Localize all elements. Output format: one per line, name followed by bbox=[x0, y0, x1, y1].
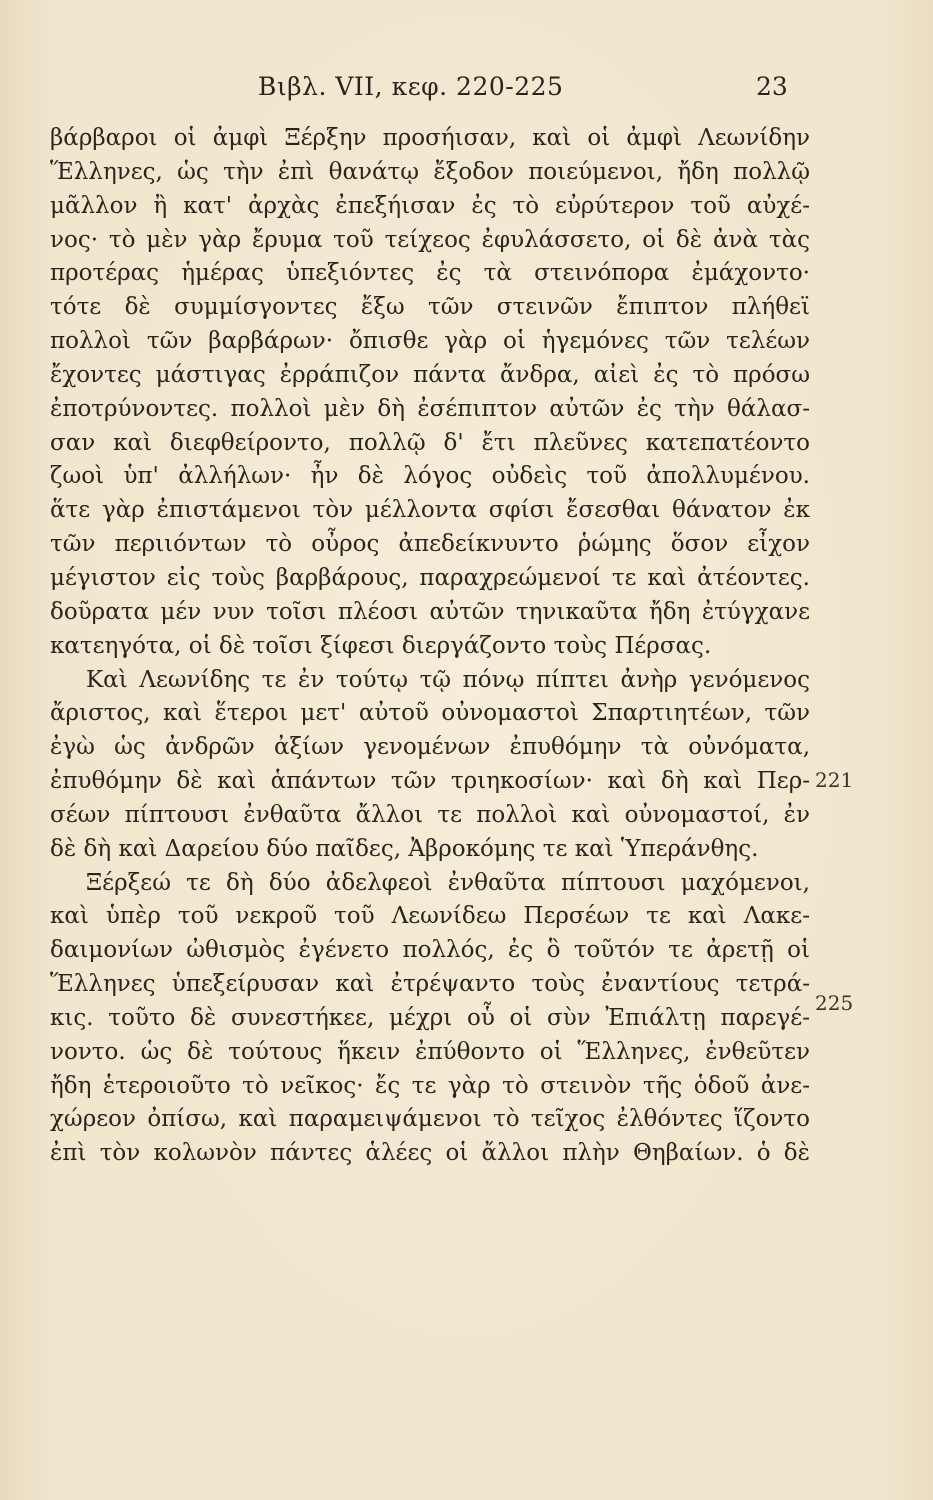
text-line: τῶν περιιόντων τὸ οὖρος ἀπεδείκνυντο ῥώμης ὅσον εἶχον bbox=[50, 531, 810, 558]
page-number: 23 bbox=[756, 72, 788, 101]
text-line: σαν καὶ διεφθείροντο, πολλῷ δ' ἔτι πλεῦνες κατεπατέοντο bbox=[50, 429, 810, 456]
text-line: ἅτε γὰρ ἐπιστάμενοι τὸν μέλλοντα σφίσι ἔσεσθαι θάνατον ἐκ bbox=[50, 497, 810, 524]
text-line: ἐποτρύνοντες. πολλοὶ μὲν δὴ ἐσέπιπτον αὐτῶν ἐς τὴν θάλασ- bbox=[50, 395, 810, 422]
text-line-paragraph-start: Καὶ Λεωνίδης τε ἐν τούτῳ τῷ πόνῳ πίπτει ἀνὴρ γενόμενος bbox=[86, 666, 810, 693]
text-line: ἐπυθόμην δὲ καὶ ἁπάντων τῶν τριηκοσίων· καὶ δὴ καὶ Περ- bbox=[50, 768, 810, 795]
text-line: ἤδη ἑτεροιοῦτο τὸ νεῖκος· ἔς τε γὰρ τὸ στεινὸν τῆς ὁδοῦ ἀνε- bbox=[50, 1072, 810, 1099]
text-line: ἐγὼ ὡς ἀνδρῶν ἀξίων γενομένων ἐπυθόμην τὰ οὐνόματα, bbox=[50, 734, 810, 761]
body-text bbox=[50, 122, 810, 1171]
text-line: νοντο. ὡς δὲ τούτους ἥκειν ἐπύθοντο οἱ Ἕλληνες, ἐνθεῦτεν bbox=[50, 1038, 810, 1065]
text-line-paragraph-start: Ξέρξεώ τε δὴ δύο ἀδελφεοὶ ἐνθαῦτα πίπτουσι μαχόμενοι, bbox=[86, 869, 810, 896]
text-line: δοῦρατα μέν νυν τοῖσι πλέοσι αὐτῶν τηνικαῦτα ἤδη ἐτύγχανε bbox=[50, 598, 810, 625]
text-line: σέων πίπτουσι ἐνθαῦτα ἄλλοι τε πολλοὶ καὶ οὐνομαστοί, ἐν bbox=[50, 801, 810, 828]
text-line: βάρβαροι οἱ ἀμφὶ Ξέρξην προσήισαν, καὶ οἱ ἀμφὶ Λεωνίδην bbox=[50, 125, 810, 151]
text-line: προτέρας ἡμέρας ὑπεξιόντες ἐς τὰ στεινόπορα ἐμάχοντο· bbox=[50, 260, 810, 287]
running-title: Βιβλ. VII, κεφ. 220-225 bbox=[258, 72, 564, 101]
text-line: κις. τοῦτο δὲ συνεστήκεε, μέχρι οὗ οἱ σὺν Ἐπιάλτῃ παρεγέ- bbox=[50, 1004, 810, 1031]
text-line: ζωοὶ ὑπ' ἀλλήλων· ἦν δὲ λόγος οὐδεὶς τοῦ ἀπολλυμένου. bbox=[50, 463, 810, 490]
text-line: μέγιστον εἰς τοὺς βαρβάρους, παραχρεώμενοί τε καὶ ἀτέοντες. bbox=[50, 564, 810, 591]
text-line: μᾶλλον ἢ κατ' ἀρχὰς ἐπεξήισαν ἐς τὸ εὐρύτερον τοῦ αὐχέ- bbox=[50, 192, 810, 219]
running-head bbox=[0, 72, 933, 112]
text-line: Ἕλληνες, ὡς τὴν ἐπὶ θανάτῳ ἔξοδον ποιεύμενοι, ἤδη πολλῷ bbox=[50, 158, 810, 185]
margin-chapter-number: 225 bbox=[815, 991, 854, 1015]
text-line: ἄριστος, καὶ ἕτεροι μετ' αὐτοῦ οὐνομαστοὶ Σπαρτιητέων, τῶν bbox=[50, 700, 810, 727]
text-line: νος· τὸ μὲν γὰρ ἔρυμα τοῦ τείχεος ἐφυλάσσετο, οἱ δὲ ἀνὰ τὰς bbox=[50, 226, 810, 253]
text-line: ἔχοντες μάστιγας ἐρράπιζον πάντα ἄνδρα, αἰεὶ ἐς τὸ πρόσω bbox=[50, 361, 810, 388]
text-line: πολλοὶ τῶν βαρβάρων· ὄπισθε γὰρ οἱ ἡγεμόνες τῶν τελέων bbox=[50, 328, 810, 355]
text-line: καὶ ὑπὲρ τοῦ νεκροῦ τοῦ Λεωνίδεω Περσέων τε καὶ Λακε- bbox=[50, 903, 810, 930]
text-line: χώρεον ὀπίσω, καὶ παραμειψάμενοι τὸ τεῖχος ἐλθόντες ἵζοντο bbox=[50, 1106, 810, 1133]
text-line: ἐπὶ τὸν κολωνὸν πάντες ἁλέες οἱ ἄλλοι πλὴν Θηβαίων. ὁ δὲ bbox=[50, 1140, 810, 1167]
text-line: κατεηγότα, οἱ δὲ τοῖσι ξίφεσι διεργάζοντο τοὺς Πέρσας. bbox=[50, 632, 712, 659]
text-line: Ἕλληνες ὑπεξείρυσαν καὶ ἐτρέψαντο τοὺς ἐναντίους τετρά- bbox=[50, 971, 810, 998]
text-line: δὲ δὴ καὶ Δαρείου δύο παῖδες, Ἀβροκόμης τε καὶ Ὑπεράνθης. bbox=[50, 835, 759, 862]
text-line: δαιμονίων ὠθισμὸς ἐγένετο πολλός, ἐς ὃ τοῦτόν τε ἀρετῇ οἱ bbox=[50, 937, 810, 964]
margin-chapter-number: 221 bbox=[815, 768, 854, 792]
text-line: τότε δὲ συμμίσγοντες ἔξω τῶν στεινῶν ἔπιπτον πλήθεϊ bbox=[50, 294, 810, 321]
